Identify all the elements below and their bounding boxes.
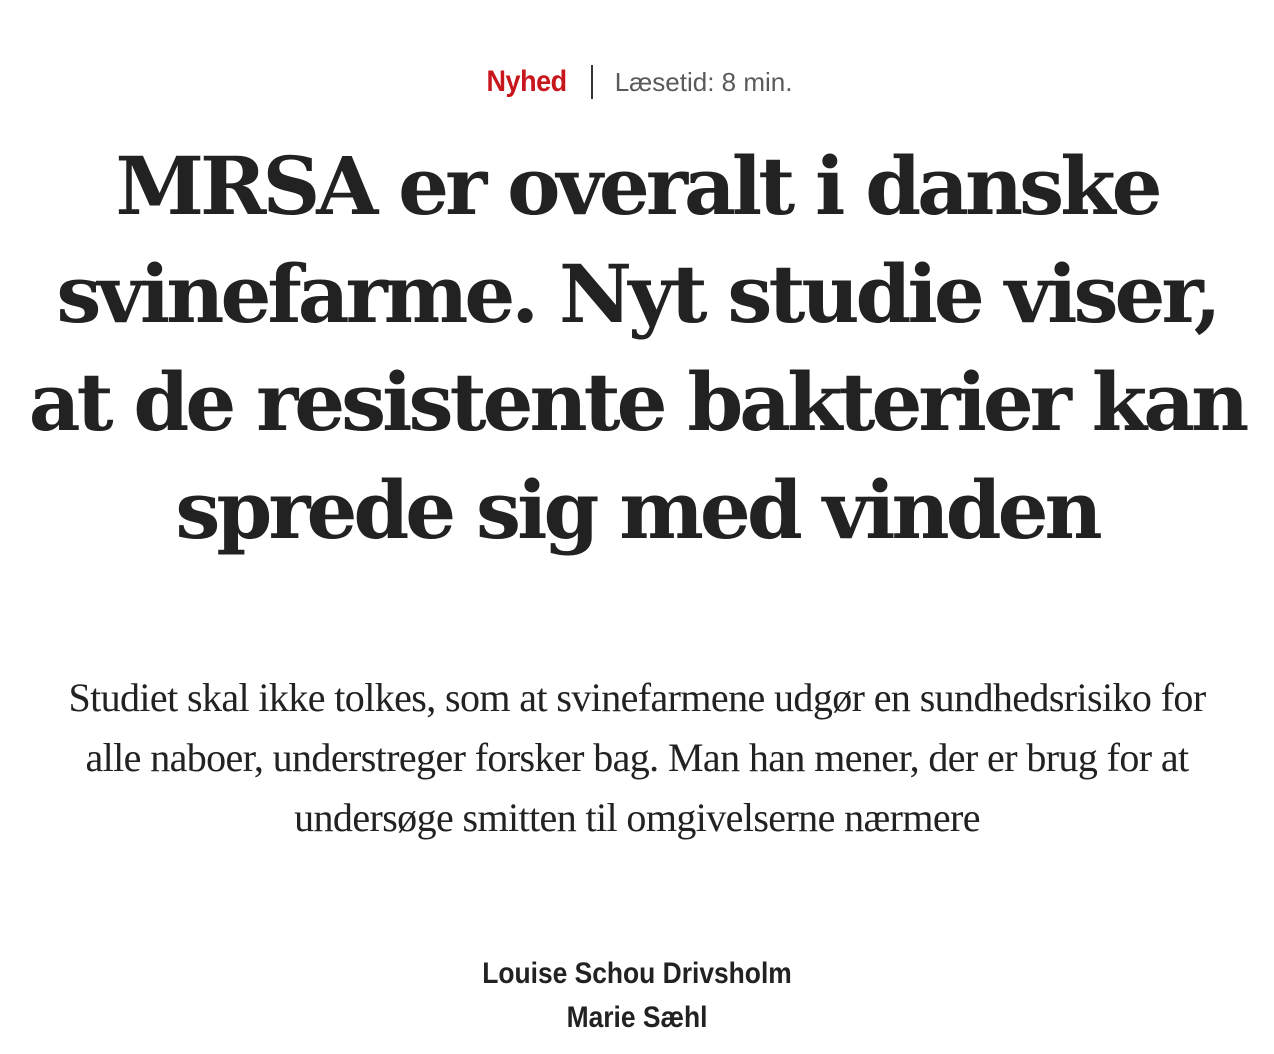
author-link[interactable]: Louise Schou Drivsholm (482, 957, 792, 990)
meta-divider (591, 65, 593, 99)
headline: MRSA er overalt i danske svinefarme. Nyt studie viser, at de resistente bakterier kan sprede sig med vinden (28, 139, 1246, 557)
subheadline: Studiet skal ikke tolkes, som at svinefarmene udgør en sundhedsrisiko for alle naboer, understreger forsker bag. Man han mener, der er brug for at undersøge smitten til omgivelserne nærmere (68, 675, 1206, 840)
author-link[interactable]: Marie Sæhl (566, 1001, 708, 1034)
bylines (0, 952, 1274, 1040)
section-tag[interactable]: Nyhed (485, 65, 567, 98)
article-meta (0, 60, 1274, 104)
reading-time: Læsetid: 8 min. (614, 66, 793, 97)
